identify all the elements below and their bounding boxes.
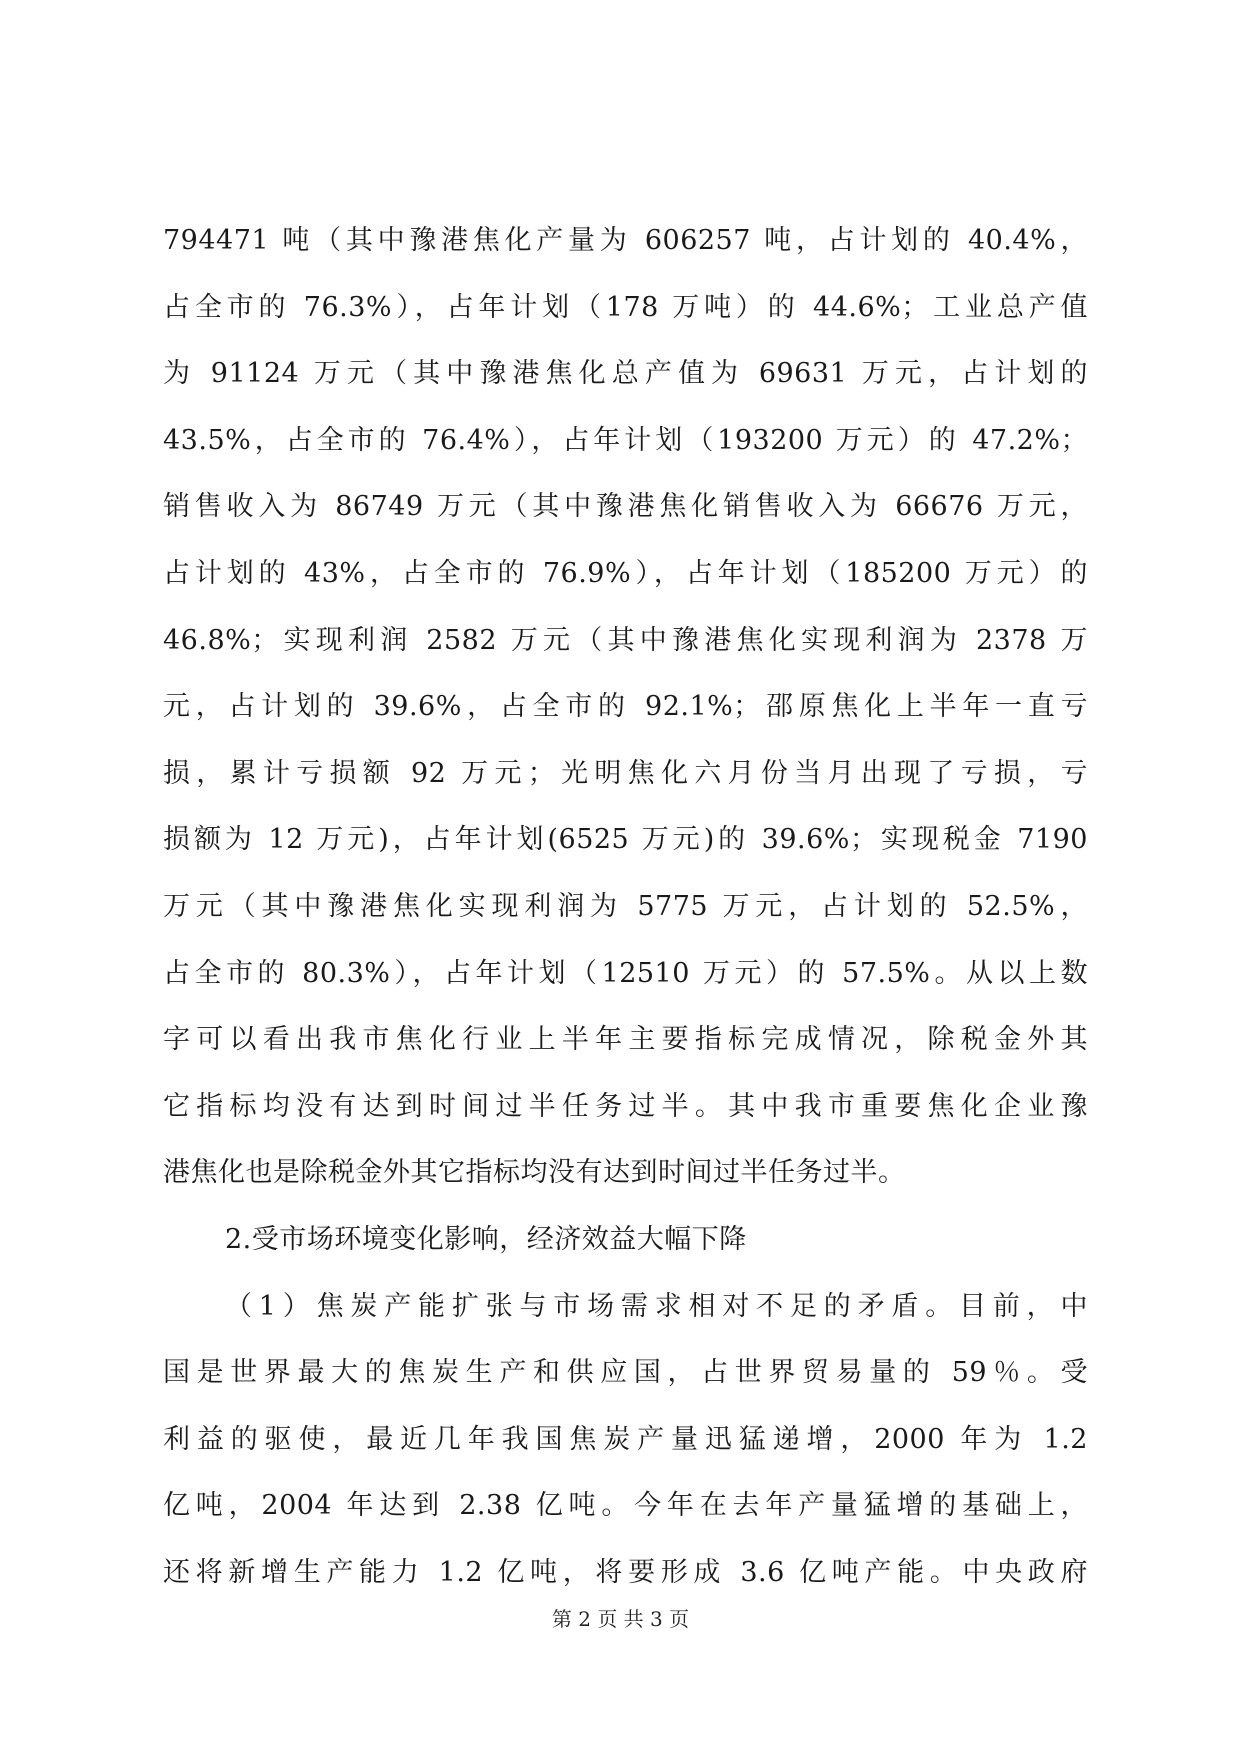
- text-line: 利益的驱使，最近几年我国焦炭产量迅猛递增，2000 年为 1.2: [163, 1423, 1088, 1455]
- body-text: [163, 208, 1088, 1606]
- page-number-footer: 第 2 页 共 3 页: [551, 1607, 690, 1631]
- text-line: 亿吨，2004 年达到 2.38 亿吨。今年在去年产量猛增的基础上，: [163, 1490, 1088, 1522]
- text-line: 元，占计划的 39.6%，占全市的 92.1%；邵原焦化上半年一直亏: [163, 691, 1088, 723]
- text-line: 损，累计亏损额 92 万元；光明焦化六月份当月出现了亏损，亏: [163, 757, 1088, 789]
- text-line: 它指标均没有达到时间过半任务过半。其中我市重要焦化企业豫: [163, 1090, 1088, 1122]
- text-line: 占计划的 43%，占全市的 76.9%），占年计划（185200 万元）的: [163, 557, 1088, 589]
- text-line: 港焦化也是除税金外其它指标均没有达到时间过半任务过半。: [163, 1157, 906, 1189]
- text-line: 字可以看出我市焦化行业上半年主要指标完成情况，除税金外其: [163, 1024, 1088, 1056]
- text-line: 还将新增生产能力 1.2 亿吨，将要形成 3.6 亿吨产能。中央政府: [163, 1556, 1088, 1588]
- text-line: 占全市的 80.3%），占年计划（12510 万元）的 57.5%。从以上数: [163, 957, 1088, 989]
- text-line: 国是世界最大的焦炭生产和供应国，占世界贸易量的 59％。受: [163, 1357, 1088, 1389]
- text-line: 损额为 12 万元)，占年计划(6525 万元)的 39.6%；实现税金 7190: [163, 824, 1088, 856]
- text-line: （1）焦炭产能扩张与市场需求相对不足的矛盾。目前，中: [225, 1290, 1088, 1322]
- text-line: 占全市的 76.3%），占年计划（178 万吨）的 44.6%；工业总产值: [163, 291, 1088, 323]
- text-line: 万元（其中豫港焦化实现利润为 5775 万元，占计划的 52.5%，: [163, 890, 1088, 922]
- text-line: 销售收入为 86749 万元（其中豫港焦化销售收入为 66676 万元，: [163, 491, 1088, 523]
- text-line: 794471 吨（其中豫港焦化产量为 606257 吨，占计划的 40.4%，: [163, 225, 1088, 256]
- text-line: 46.8%；实现利润 2582 万元（其中豫港焦化实现利润为 2378 万: [163, 624, 1088, 656]
- text-line: 为 91124 万元（其中豫港焦化总产值为 69631 万元，占计划的: [163, 358, 1088, 390]
- section-heading: 2.受市场环境变化影响，经济效益大幅下降: [225, 1223, 747, 1255]
- text-line: 43.5%，占全市的 76.4%），占年计划（193200 万元）的 47.2%；: [163, 424, 1088, 456]
